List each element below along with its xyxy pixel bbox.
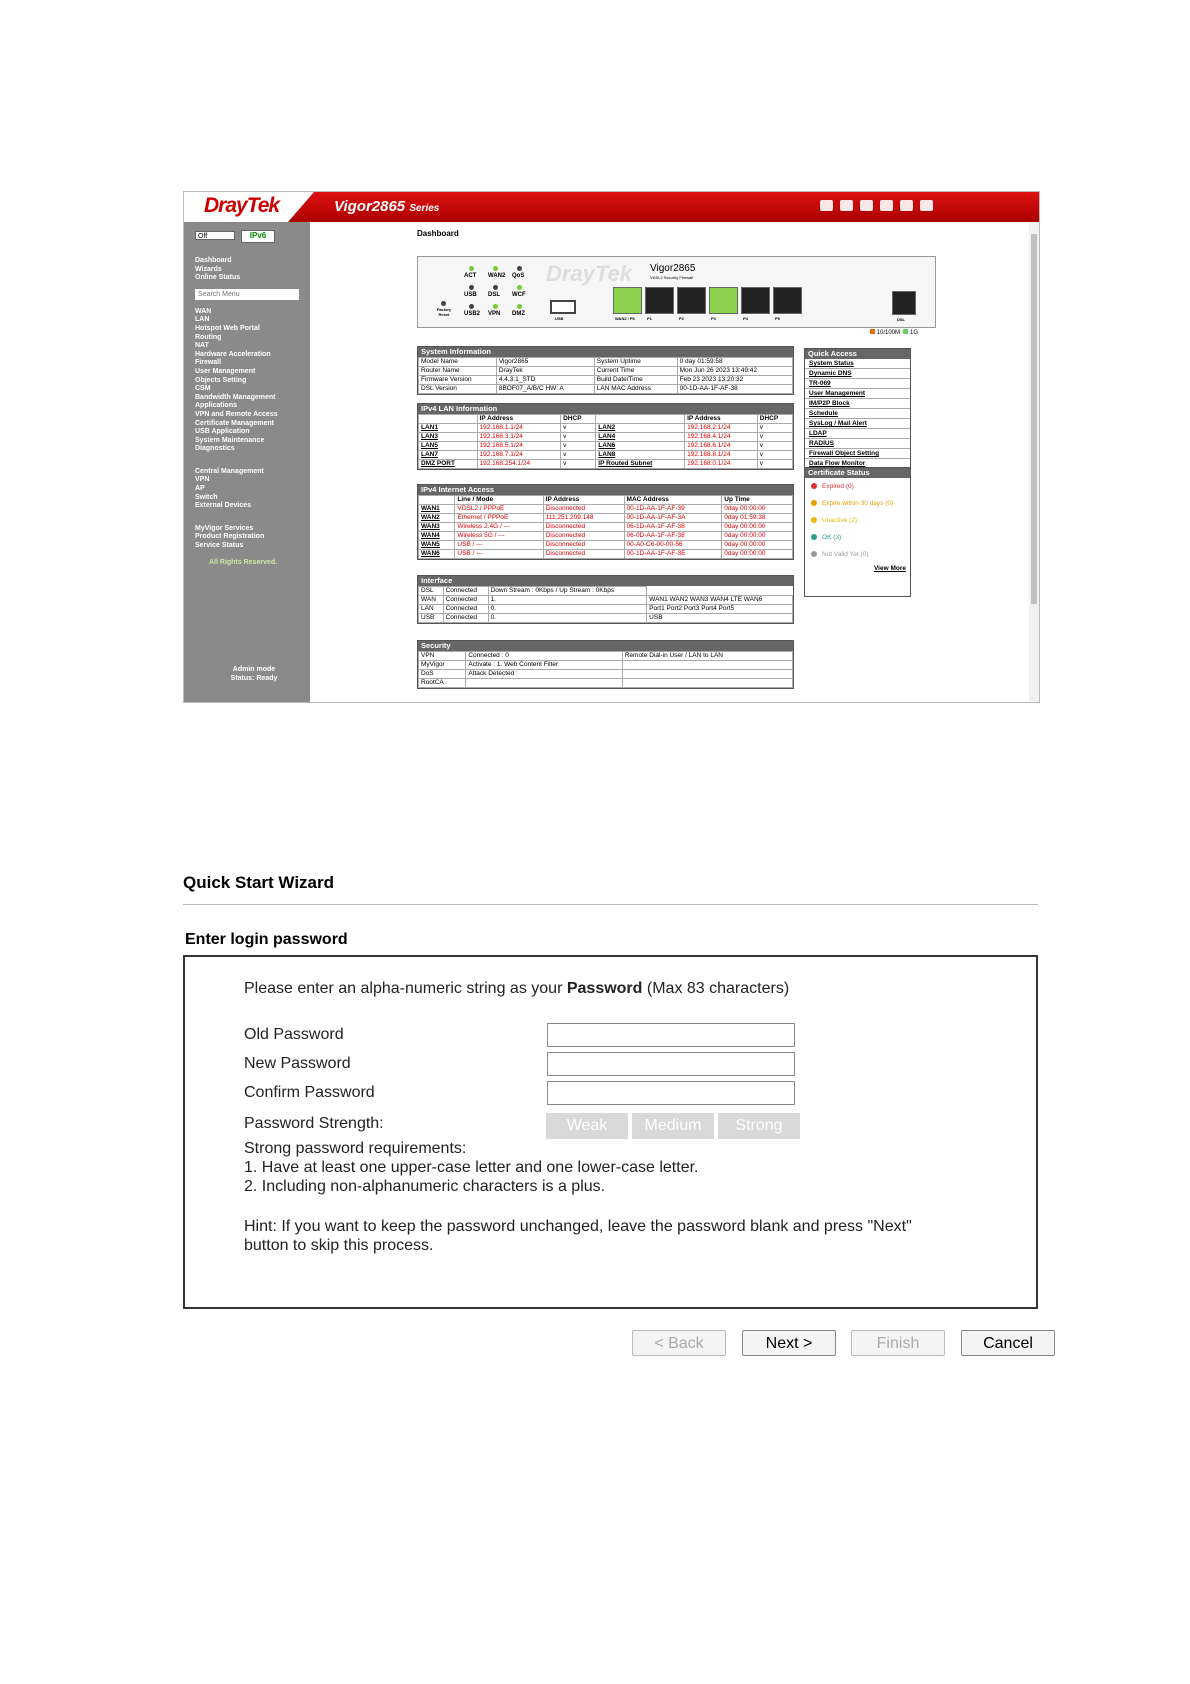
lan-info-title: IPv4 LAN Information <box>418 404 793 414</box>
sidebar-item-external-devices[interactable]: External Devices <box>195 502 252 510</box>
quick-access-ldap[interactable]: LDAP <box>805 429 910 439</box>
table-cell: Build Date/Time <box>594 376 677 385</box>
table-cell: Down Stream : 0Kbps / Up Stream : 0Kbps <box>488 587 647 596</box>
router-header <box>184 192 1039 222</box>
table-cell: LAN4 <box>596 433 685 442</box>
hint-line-2: button to skip this process. <box>244 1237 434 1254</box>
table-cell: WAN1 <box>419 505 455 514</box>
table-cell <box>466 679 622 688</box>
table-cell: Connected : 0 <box>466 652 622 661</box>
main-menu <box>195 308 305 454</box>
port-label-6: P5 <box>775 316 780 321</box>
table-cell: DrayTek <box>496 367 594 376</box>
dashboard-title: Dashboard <box>417 229 459 238</box>
sidebar-item-wan[interactable]: WAN <box>195 307 212 315</box>
table-cell: WAN3 <box>419 523 455 532</box>
old-password-label: Old Password <box>244 1026 344 1043</box>
table-cell: Disconnected <box>543 523 624 532</box>
table-cell: 192.168.7.1/24 <box>477 451 561 460</box>
sidebar-item-vpn-and-remote-access[interactable]: VPN and Remote Access <box>195 410 278 418</box>
table-cell: DMZ PORT <box>419 460 478 469</box>
table-cell: 00-A0-C6-00-00-56 <box>624 541 722 550</box>
table-cell: 0. <box>488 605 647 614</box>
table-cell: 192.168.8.1/24 <box>685 451 758 460</box>
led-qos <box>517 266 522 271</box>
quick-access-dynamic-dns[interactable]: Dynamic DNS <box>805 369 910 379</box>
table-row <box>419 670 793 679</box>
col-header: Up Time <box>722 496 793 505</box>
sidebar-item-myvigor-services[interactable]: MyVigor Services <box>195 524 254 532</box>
table-cell: v <box>757 433 792 442</box>
usb-port-label: USB <box>555 316 564 321</box>
device-model-sub: VDSL2 Security Firewall <box>650 275 694 280</box>
status-dot-icon <box>811 551 817 557</box>
settings-icon[interactable] <box>860 200 873 211</box>
dsl-port-label: DSL <box>897 317 905 322</box>
sidebar-item-firewall[interactable]: Firewall <box>195 359 222 367</box>
table-row <box>419 614 793 623</box>
port-label-2: P1 <box>647 316 652 321</box>
table-cell: Remote Dial-in User / LAN to LAN <box>622 652 792 661</box>
table-cell: LAN <box>419 605 444 614</box>
table-row <box>419 385 793 394</box>
cert-status-label[interactable]: Expired (0) <box>822 483 854 490</box>
table-cell: LAN MAC Address <box>594 385 677 394</box>
cert-status-item <box>805 495 910 512</box>
led-label-usb2: USB2 <box>464 311 481 317</box>
cancel-button[interactable]: Cancel <box>961 1330 1055 1356</box>
sidebar-item-hardware-acceleration[interactable]: Hardware Acceleration <box>195 350 271 358</box>
table-cell: 06-1D-AA-1F-AF-38 <box>624 523 722 532</box>
table-cell: Mon Jun 26 2023 13:49:42 <box>677 367 792 376</box>
new-password-input[interactable] <box>547 1052 795 1076</box>
col-header: DHCP <box>757 415 792 424</box>
search-menu-input[interactable]: Search Menu <box>195 289 299 300</box>
table-cell: LAN1 <box>419 424 478 433</box>
menu-dashboard[interactable]: Dashboard <box>195 257 232 264</box>
table-cell: Attack Detected : <box>466 670 622 679</box>
led-label-wan2: WAN2 <box>488 273 506 279</box>
led-dmz <box>517 304 522 309</box>
ipv6-badge[interactable]: IPv6 <box>241 230 275 243</box>
interface-title: Interface <box>418 576 793 586</box>
cert-status-item <box>805 478 910 495</box>
lan-info-table <box>417 403 794 470</box>
table-row <box>419 424 793 433</box>
cert-status-label[interactable]: Expire within 30 days (0) <box>822 500 894 507</box>
quick-access-syslog-mail-alert[interactable]: SysLog / Mail Alert <box>805 419 910 429</box>
table-cell: 192.168.4.1/24 <box>685 433 758 442</box>
cert-status-item <box>805 546 910 563</box>
table-cell: Disconnected <box>543 505 624 514</box>
tree-icon[interactable] <box>880 200 893 211</box>
lan-port-4 <box>709 287 738 314</box>
table-cell: 0day 00:00:00 <box>722 550 793 559</box>
table-cell: v <box>561 442 596 451</box>
sidebar-item-routing[interactable]: Routing <box>195 333 222 341</box>
led-label-dsl: DSL <box>488 292 500 298</box>
lan-port-2 <box>645 287 674 314</box>
admin-mode-text: Admin mode <box>232 666 276 673</box>
table-cell: LAN2 <box>596 424 685 433</box>
table-cell: v <box>561 451 596 460</box>
led-label-wcf: WCF <box>512 292 526 298</box>
sidebar-item-usb-application[interactable]: USB Application <box>195 428 250 436</box>
table-cell: MyVigor <box>419 661 466 670</box>
table-cell <box>622 670 792 679</box>
table-cell: DoS <box>419 670 466 679</box>
back-button[interactable]: < Back <box>632 1330 726 1356</box>
table-cell: Model Name <box>419 358 497 367</box>
table-row <box>419 652 793 661</box>
led-label-usb: USB <box>464 292 477 298</box>
status-dot-icon <box>811 534 817 540</box>
table-cell: Ethernet / PPPoE <box>455 514 543 523</box>
table-cell: 00-1D-AA-1F-AF-38 <box>677 385 792 394</box>
system-info-table <box>417 346 794 395</box>
table-cell: Wireless 5G / --- <box>455 532 543 541</box>
table-cell: LAN8 <box>596 451 685 460</box>
led-act <box>469 266 474 271</box>
table-cell: Port1 Port2 Port3 Port4 Port5 <box>647 605 793 614</box>
table-cell: 00-1D-AA-1F-AF-3E <box>624 550 722 559</box>
table-cell: 0. <box>488 614 647 623</box>
led-label-act: ACT <box>464 273 477 279</box>
table-cell: v <box>757 424 792 433</box>
view-more-link[interactable]: View More <box>873 565 906 572</box>
table-row <box>419 358 793 367</box>
speed-legend: 10/100M 1G <box>870 329 918 336</box>
quick-access-firewall-object-setting[interactable]: Firewall Object Setting <box>805 449 910 459</box>
table-cell: Vigor2865 <box>496 358 594 367</box>
led-label-qos: QoS <box>512 273 525 279</box>
led-usb2 <box>469 304 474 309</box>
device-model: Vigor2865 <box>650 263 696 274</box>
sidebar-item-lan[interactable]: LAN <box>195 316 210 324</box>
menu-online-status[interactable]: Online Status <box>195 274 241 282</box>
scrollbar[interactable] <box>1029 222 1039 702</box>
password-strength-label: Password Strength: <box>244 1115 384 1132</box>
status-dot-icon <box>811 517 817 523</box>
table-cell: Disconnected <box>543 550 624 559</box>
table-cell: Connected <box>443 596 488 605</box>
col-header: IP Address <box>477 415 561 424</box>
cert-status-label[interactable]: Not Valid Yet (0) <box>822 551 869 558</box>
table-row <box>419 367 793 376</box>
new-password-label: New Password <box>244 1055 351 1072</box>
table-row <box>419 587 793 596</box>
port-label-5: P4 <box>743 316 748 321</box>
central-menu <box>195 468 305 511</box>
table-row <box>419 523 793 532</box>
table-row <box>419 541 793 550</box>
confirm-password-input[interactable] <box>547 1081 795 1105</box>
confirm-password-label: Confirm Password <box>244 1084 375 1101</box>
factory-reset-label: Factory Reset <box>436 307 452 317</box>
table-cell: 192.168.3.1/24 <box>477 433 561 442</box>
table-cell: Connected <box>443 587 488 596</box>
led-label-vpn: VPN <box>488 311 501 317</box>
table-row <box>419 532 793 541</box>
table-cell: RootCA <box>419 679 466 688</box>
lan-port-3 <box>677 287 706 314</box>
sidebar-item-applications[interactable]: Applications <box>195 402 238 410</box>
table-cell: 00-1D-AA-1F-AF-3A <box>624 514 722 523</box>
strength-strong: Strong <box>718 1113 800 1139</box>
section-title: Enter login password <box>185 931 348 948</box>
table-cell: WAN5 <box>419 541 455 550</box>
table-cell: WAN <box>419 596 444 605</box>
usb-port-icon <box>550 300 576 314</box>
table-cell: 1. <box>488 596 647 605</box>
table-cell: 192.168.254.1/24 <box>477 460 561 469</box>
quick-access-radius[interactable]: RADIUS <box>805 439 910 449</box>
sidebar-item-certificate-management[interactable]: Certificate Management <box>195 419 274 427</box>
table-cell: 192.168.1.1/24 <box>477 424 561 433</box>
table-cell: Feb 23 2023 13:20:32 <box>677 376 792 385</box>
table-cell: Disconnected <box>543 532 624 541</box>
table-row <box>419 433 793 442</box>
old-password-input[interactable] <box>547 1023 795 1047</box>
col-header <box>419 415 478 424</box>
sidebar-item-central-management[interactable]: Central Management <box>195 467 264 475</box>
table-cell: DSL <box>419 587 444 596</box>
table-cell: VDSL2 / PPPoE <box>455 505 543 514</box>
col-header: IP Address <box>685 415 758 424</box>
table-row <box>419 451 793 460</box>
quick-access-data-flow-monitor[interactable]: Data Flow Monitor <box>805 459 910 469</box>
table-cell: WAN2 <box>419 514 455 523</box>
quick-access-im-p2p-block[interactable]: IM/P2P Block <box>805 399 910 409</box>
port-label-1: WAN2 / P6 <box>615 316 635 321</box>
list-icon[interactable] <box>840 200 853 211</box>
window-icon[interactable] <box>900 200 913 211</box>
intro-text: Please enter an alpha-numeric string as your Password (Max 83 characters) <box>244 980 790 997</box>
cert-status-title: Certificate Status <box>805 468 910 478</box>
router-dashboard-screenshot <box>183 191 1040 703</box>
table-cell: IP Routed Subnet <box>596 460 685 469</box>
rights-text: All Rights Reserved. <box>209 558 278 566</box>
table-row <box>419 376 793 385</box>
status-dot-icon <box>811 483 817 489</box>
led-usb <box>469 285 474 290</box>
quick-access-title: Quick Access <box>805 349 910 359</box>
table-cell: 0 day 01:59:58 <box>677 358 792 367</box>
lan-port-6 <box>773 287 802 314</box>
sidebar-item-bandwidth-management[interactable]: Bandwidth Management <box>195 393 276 401</box>
internet-access-table <box>417 484 794 560</box>
led-wcf <box>517 285 522 290</box>
table-cell: Current Time <box>594 367 677 376</box>
table-cell: WAN4 <box>419 532 455 541</box>
table-row <box>419 460 793 469</box>
sidebar-item-hotspot-web-portal[interactable]: Hotspot Web Portal <box>195 324 260 332</box>
table-cell: Router Name <box>419 367 497 376</box>
table-cell: LAN3 <box>419 433 478 442</box>
col-header: IP Address <box>543 496 624 505</box>
table-cell: Firmware Version <box>419 376 497 385</box>
table-cell: Activate : 1. Web Content Filter <box>466 661 622 670</box>
table-cell: VPN <box>419 652 466 661</box>
led-wan2 <box>493 266 498 271</box>
top-menu <box>195 257 305 283</box>
table-cell: 0day 00:00:00 <box>722 532 793 541</box>
next-button[interactable]: Next > <box>742 1330 836 1356</box>
table-cell: v <box>757 451 792 460</box>
table-cell: v <box>757 460 792 469</box>
sidebar-item-nat[interactable]: NAT <box>195 342 209 350</box>
table-cell: 06-0D-AA-1F-AF-38 <box>624 532 722 541</box>
table-cell: 192.168.2.1/24 <box>685 424 758 433</box>
port-label-4: P3 <box>711 316 716 321</box>
sidebar-item-service-status[interactable]: Service Status <box>195 542 244 550</box>
table-row <box>419 596 793 605</box>
table-cell: 8BOF07_A/B/C HW: A <box>496 385 594 394</box>
col-header <box>419 496 455 505</box>
lan-port-1 <box>613 287 642 314</box>
led-vpn <box>493 304 498 309</box>
finish-button[interactable]: Finish <box>851 1330 945 1356</box>
sidebar-item-user-management[interactable]: User Management <box>195 367 256 375</box>
table-row <box>419 679 793 688</box>
table-cell: Wireless 2.4G / --- <box>455 523 543 532</box>
sidebar-item-product-registration[interactable]: Product Registration <box>195 533 265 541</box>
quick-access-panel <box>804 348 911 470</box>
device-panel <box>417 256 936 328</box>
table-cell: LAN6 <box>596 442 685 451</box>
table-cell: LAN7 <box>419 451 478 460</box>
dsl-port <box>892 291 916 315</box>
table-row <box>419 550 793 559</box>
cert-status-item <box>805 529 910 546</box>
table-row <box>419 505 793 514</box>
requirement-1: 1. Have at least one upper-case letter and one lower-case letter. <box>244 1159 699 1176</box>
table-cell: Disconnected <box>543 541 624 550</box>
table-cell: LAN5 <box>419 442 478 451</box>
sidebar-item-switch[interactable]: Switch <box>195 493 218 501</box>
col-header <box>596 415 685 424</box>
table-cell: WAN6 <box>419 550 455 559</box>
table-cell: v <box>561 460 596 469</box>
draytek-logo: DrayTek <box>204 194 280 217</box>
myvigor-menu <box>195 525 305 551</box>
table-cell: 0day 00:00:00 <box>722 541 793 550</box>
table-cell: DSL Version <box>419 385 497 394</box>
internet-access-title: IPv4 Internet Access <box>418 485 793 495</box>
sidebar-item-diagnostics[interactable]: Diagnostics <box>195 445 235 453</box>
model-title: Vigor2865 Series <box>334 198 440 215</box>
table-cell <box>622 679 792 688</box>
table-cell: 0day 00:00:00 <box>722 505 793 514</box>
table-cell: 0day 01:59:38 <box>722 514 793 523</box>
strength-weak: Weak <box>546 1113 628 1139</box>
certificate-status-panel <box>804 467 911 597</box>
security-title: Security <box>418 641 793 651</box>
table-row <box>419 605 793 614</box>
system-info-title: System Information <box>418 347 793 357</box>
quick-access-tr-069[interactable]: TR-069 <box>805 379 910 389</box>
quick-access-user-management[interactable]: User Management <box>805 389 910 399</box>
sidebar-item-objects-setting[interactable]: Objects Setting <box>195 376 247 384</box>
table-cell: 0day 00:00:00 <box>722 523 793 532</box>
status-dot-icon <box>811 500 817 506</box>
cert-status-label[interactable]: OK (3) <box>822 534 842 541</box>
sidebar-item-system-maintenance[interactable]: System Maintenance <box>195 436 265 444</box>
cert-status-label[interactable]: Unactive (2) <box>822 517 858 524</box>
strength-medium: Medium <box>632 1113 714 1139</box>
requirements-title: Strong password requirements: <box>244 1140 467 1157</box>
port-label-3: P2 <box>679 316 684 321</box>
divider <box>183 904 1038 905</box>
mode-select[interactable]: Off <box>195 231 235 240</box>
quick-access-system-status[interactable]: System Status <box>805 359 910 369</box>
router-main <box>310 222 1030 702</box>
table-row <box>419 442 793 451</box>
cert-status-item <box>805 512 910 529</box>
table-cell <box>622 661 792 670</box>
wizard-title: Quick Start Wizard <box>183 873 334 892</box>
table-cell: v <box>757 442 792 451</box>
table-cell: System Uptime <box>594 358 677 367</box>
hint-line-1: Hint: If you want to keep the password unchanged, leave the password blank and press "Next" <box>244 1218 912 1235</box>
sidebar-item-ap[interactable]: AP <box>195 485 205 493</box>
table-cell: 192.168.5.1/24 <box>477 442 561 451</box>
security-table <box>417 640 794 689</box>
table-cell: USB <box>647 614 793 623</box>
table-row <box>419 514 793 523</box>
table-cell: Connected <box>443 614 488 623</box>
lan-port-5 <box>741 287 770 314</box>
table-cell: v <box>561 424 596 433</box>
logout-icon[interactable] <box>920 200 933 211</box>
sidebar-item-csm[interactable]: CSM <box>195 385 211 393</box>
requirement-2: 2. Including non-alphanumeric characters is a plus. <box>244 1178 606 1195</box>
router-sidebar <box>184 222 310 702</box>
col-header: Line / Mode <box>455 496 543 505</box>
sidebar-item-vpn[interactable]: VPN <box>195 476 210 484</box>
table-cell: v <box>561 433 596 442</box>
table-cell: WAN1 WAN2 WAN3 WAN4 LTE WAN6 <box>647 596 793 605</box>
table-cell: USB / --- <box>455 550 543 559</box>
quick-access-schedule[interactable]: Schedule <box>805 409 910 419</box>
col-header: DHCP <box>561 415 596 424</box>
menu-wizards[interactable]: Wizards <box>195 265 222 273</box>
col-header: MAC Address <box>624 496 722 505</box>
watermark-logo: DrayTek <box>546 261 633 286</box>
table-cell: Connected <box>443 605 488 614</box>
table-cell: 192.168.0.1/24 <box>685 460 758 469</box>
home-icon[interactable] <box>820 200 833 211</box>
table-cell: 4.4.3.1_STD <box>496 376 594 385</box>
table-cell: 111.251.209.148 <box>543 514 624 523</box>
status-text: Status: Ready <box>230 675 278 682</box>
led-dsl <box>493 285 498 290</box>
table-cell: 00-1D-AA-1F-AF-39 <box>624 505 722 514</box>
led-label-dmz: DMZ <box>512 311 525 317</box>
table-cell: USB / --- <box>455 541 543 550</box>
table-row <box>419 661 793 670</box>
table-cell: 192.168.6.1/24 <box>685 442 758 451</box>
interface-table <box>417 575 794 624</box>
table-cell: USB <box>419 614 444 623</box>
